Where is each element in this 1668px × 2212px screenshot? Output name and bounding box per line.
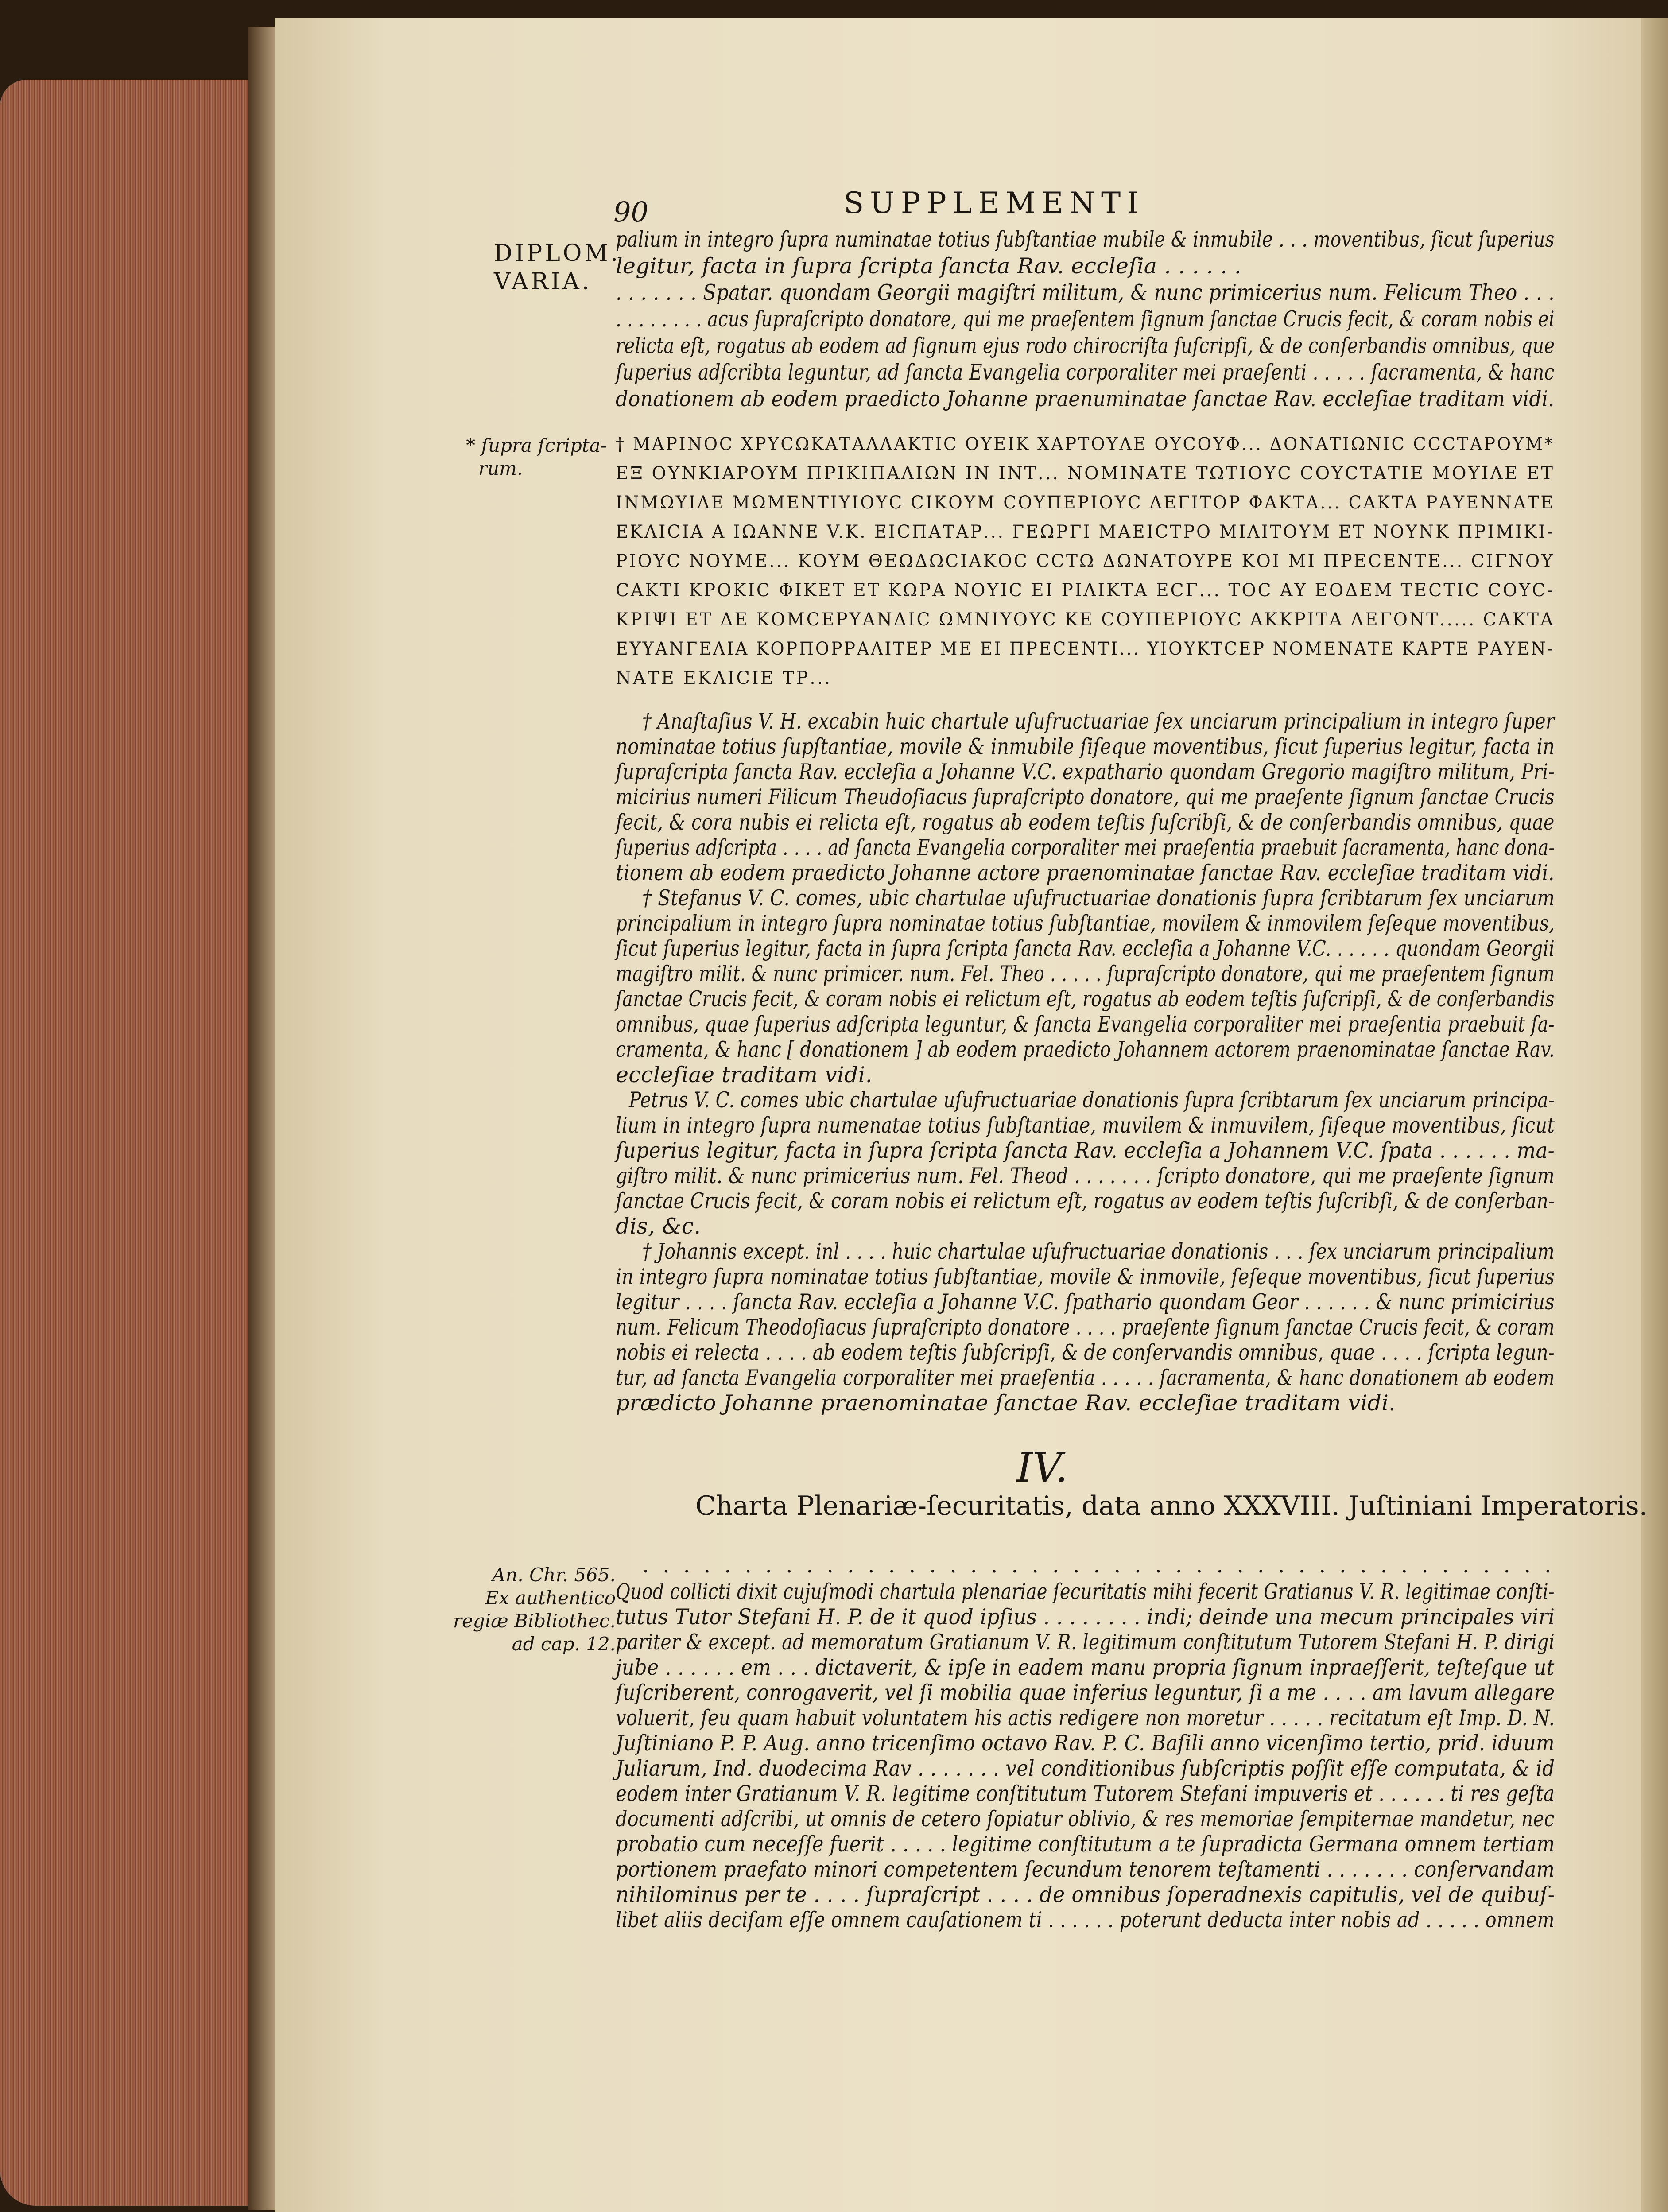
text-line: Quod collicti dixit cujuſmodi chartula plenariae ſecuritatis mihi fecerit Gratianus V. R. legitimae conſti- xyxy=(616,1579,1555,1604)
section-heading: Charta Plenariæ-ſecuritatis, data anno XXXVIII. Juſtiniani Imperatoris. xyxy=(695,1490,1648,1521)
greek-line: ΕΞ ΟΥΝΚΙΑΡΟΥΜ ΠΡΙΚΙΠΑΛΙΩΝ ΙΝ ΙΝΤ... ΝΟΜΙΝΑΤΕ ΤΩΤΙΟΥϹ ϹΟΥϹΤΑΤΙΕ ΜΟΥΙΛΕ ΕΤ xyxy=(616,463,1555,484)
greek-line: ΡΙΟΥϹ ΝΟΥΜΕ... ΚΟΥΜ ΘΕΩΔΩϹΙΑΚΟϹ ϹϹΤΩ ΔΩΝΑΤΟΥΡΕ ΚΟΙ ΜΙ ΠΡΕϹΕΝΤΕ... ϹΙΓΝΟΥ xyxy=(616,551,1555,571)
running-head: SUPPLEMENTI xyxy=(844,186,1145,220)
text-line: dis, &c. xyxy=(616,1214,701,1239)
text-line: Petrus V. C. comes ubic chartulae uſufructuariae donationis ſupra ſcribtarum ſex unciarum principa- xyxy=(629,1087,1555,1113)
text-line: nobis ei relecta . . . . ab eodem teſtis ſubſcripſi, & de conſervandis omnibus, quae . . . . ſcripta legun- xyxy=(616,1340,1555,1365)
margin-title-line: DIPLOM. xyxy=(494,240,621,267)
text-line: portionem praefato minori competentem ſecundum tenorem teſtamenti . . . . . . . conſervandam xyxy=(616,1857,1555,1882)
greek-line: ΕΥΥΑΝΓΕΛΙΑ ΚΟΡΠΟΡΡΑΛΙΤΕΡ ΜΕ ΕΙ ΠΡΕϹΕΝΤΙ... ΥΙΟΥΚΤϹΕΡ ΝΟΜΕΝΑΤΕ ΚΑΡΤΕ ΡΑΥΕΝ- xyxy=(616,639,1555,659)
text-line: ſicut ſuperius legitur, facta in ſupra ſcripta ſancta Rav. eccleſia a Johanne V.C. . . . . . quondam Georgii xyxy=(616,936,1555,961)
greek-line: † ΜΑΡΙΝΟϹ ΧΡΥϹΩΚΑΤΑΛΛΑΚΤΙϹ ΟΥΕΙΚ ΧΑΡΤΟΥΛΕ ΟΥϹΟΥΦ... ΔΟΝΑΤΙΩΝΙϹ ϹϹϹΤΑΡΟΥΜ* xyxy=(616,434,1555,454)
text-line: eccleſiae traditam vidi. xyxy=(616,1062,873,1087)
text-line: documenti adſcribi, ut omnis de cetero ſopiatur oblivio, & res memoriae ſempiternae mandetur, nec xyxy=(616,1806,1555,1832)
text-line: ſuperius adſcribta leguntur, ad ſancta Evangelia corporaliter mei praeſenti . . . . . ſacramenta, & hanc xyxy=(616,360,1555,385)
latin-text-block-3 xyxy=(616,1552,1555,1951)
text-line: palium in integro ſupra numinatae totius ſubſtantiae mubile & inmubile . . . moventibus, ſicut ſuperius xyxy=(616,227,1555,252)
greek-line: ΕΚΛΙϹΙΑ Α ΙΩΑΝΝΕ V.K. ΕΙϹΠΑΤΑΡ... ΓΕΩΡΓΙ ΜΑΕΙϹΤΡΟ ΜΙΛΙΤΟΥΜ ΕΤ ΝΟΥΝΚ ΠΡΙΜΙΚΙ- xyxy=(616,522,1555,542)
text-line: relicta eſt, rogatus ab eodem ad ſignum ejus rodo chirocriſta ſuſcripſi, & de conſerbandis omnibus, que xyxy=(616,333,1555,358)
text-line: lium in integro ſupra numenatae totius ſubſtantiae, muvilem & inmuvilem, ſiſeque moventibus, ſicut xyxy=(616,1113,1555,1138)
section-numeral: IV. xyxy=(1016,1444,1068,1491)
margin-note-line: * ſupra ſcripta- xyxy=(466,435,607,456)
text-line: legitur, facta in ſupra ſcripta ſancta Rav. eccleſia . . . . . . xyxy=(616,253,1241,279)
text-line: † Anaſtaſius V. H. excabin huic chartule uſufructuariae ſex unciarum principalium in integro ſuper xyxy=(642,709,1555,734)
text-line: num. Felicum Theodoſiacus ſupraſcripto donatore . . . . praeſente ſignum ſanctae Crucis fecit, & coram xyxy=(616,1315,1555,1340)
text-line: prædicto Johanne praenominatae ſanctae Rav. eccleſiae traditam vidi. xyxy=(616,1390,1396,1416)
text-line: † Johannis except. inl . . . . huic chartulae uſufructuariae donationis . . . ſex unciarum principalium xyxy=(642,1239,1555,1264)
latin-text-block-1 xyxy=(616,227,1555,439)
text-line: principalium in integro ſupra nominatae totius ſubſtantiae, movilem & inmovilem ſeſeque moventibus, xyxy=(616,911,1555,936)
margin-note-source xyxy=(452,1564,616,1656)
text-line: voluerit, ſeu quam habuit voluntatem his actis redigere non moretur . . . . . recitatum eſt Imp. D. N. xyxy=(616,1705,1555,1731)
greek-line: ΚΡΙΨΙ ΕΤ ΔΕ ΚΟΜϹΕΡΥΑΝΔΙϹ ΩΜΝΙΥΟΥϹ ΚΕ ϹΟΥΠΕΡΙΟΥϹ ΑΚΚΡΙΤΑ ΛΕΓΟΝΤ..... ϹΑΚΤΑ xyxy=(616,609,1555,630)
text-line: ſanctae Crucis fecit, & coram nobis ei relictum eſt, rogatus av eodem teſtis ſuſcribſi, & de conſerban- xyxy=(616,1188,1555,1214)
text-line: micirius numeri Filicum Theudoſiacus ſupraſcripto donatore, qui me praeſente ſignum ſanctae Crucis xyxy=(616,784,1555,810)
margin-note-line: regiæ Bibliothec. xyxy=(453,1610,616,1632)
text-line: nihilominus per te . . . . ſupraſcript . . . . de omnibus ſoperadnexis capitulis, vel de quibuſ- xyxy=(616,1882,1555,1907)
ellipsis-line: . . . . . . . . . . . . . . . . . . . . . . . . . . . . . . . . . . . . . . . . . . . . . xyxy=(642,1552,1555,1578)
text-line: legitur . . . . ſancta Rav. eccleſia a Johanne V.C. ſpathario quondam Geor . . . . . . & nunc primicirius xyxy=(616,1289,1555,1315)
text-line: ſuperius adſcripta . . . . ad ſancta Evangelia corporaliter mei praeſentia praebuit ſacramenta, hanc dona- xyxy=(616,835,1555,860)
text-line: † Stefanus V. C. comes, ubic chartulae uſufructuariae donationis ſupra ſcribtarum ſex unciarum xyxy=(642,885,1555,911)
text-line: Juſtiniano P. P. Aug. anno tricenſimo octavo Rav. P. C. Baſili anno vicenſimo tertio, prid. iduum xyxy=(616,1731,1555,1756)
right-page-edge xyxy=(1641,18,1668,2212)
text-line: tutus Tutor Stefani H. P. de it quod ipſius . . . . . . . . indi; deinde una mecum principales viri xyxy=(616,1604,1555,1630)
text-line: . . . . . . . . acus ſupraſcripto donatore, qui me praeſentem ſignum ſanctae Crucis fecit, & coram nobis ei xyxy=(616,307,1555,332)
greek-line: ΙΝΜΩΥΙΛΕ ΜΩΜΕΝΤΙΥΙΟΥϹ ϹΙΚΟΥΜ ϹΟΥΠΕΡΙΟΥϹ ΛΕΓΙΤΟΡ ΦΑΚΤΑ... ϹΑΚΤΑ ΡΑΥΕΝΝΑΤΕ xyxy=(616,493,1555,513)
margin-note-line: Ex authentico xyxy=(485,1587,616,1609)
greek-line: ϹΑΚΤΙ ΚΡΟΚΙϹ ΦΙΚΕΤ ΕΤ ΚΩΡΑ ΝΟΥΙϹ ΕΙ ΡΙΛΙΚΤΑ ΕϹΓ... ΤΟϹ ΑΥ ΕΟΔΕΜ ΤΕϹΤΙϹ ϹΟΥϹ- xyxy=(616,580,1555,601)
text-line: tur, ad ſancta Evangelia corporaliter mei praeſentia . . . . . ſacramenta, & hanc donationem ab eodem xyxy=(616,1365,1555,1390)
text-line: ſuſcriberent, conrogaverit, vel ſi mobilia quae inferius leguntur, ſi a me . . . . am lavum allegare xyxy=(616,1680,1555,1705)
text-line: . . . . . . . Spatar. quondam Georgii magiſtri militum, & nunc primicerius num. Felicum Theo . . . xyxy=(616,280,1555,305)
text-line: in integro ſupra nominatae totius ſubſtantiae, movile & inmovile, ſeſeque moventibus, ſicut ſuperius xyxy=(616,1264,1555,1289)
text-line: ſupraſcripta ſancta Rav. eccleſia a Johanne V.C. expathario quondam Gregorio magiſtro militum, Pri- xyxy=(616,759,1555,784)
text-line: donationem ab eodem praedicto Johanne praenuminatae ſanctae Rav. eccleſiae traditam vidi. xyxy=(616,386,1555,411)
margin-note-line: rum. xyxy=(478,458,523,479)
text-line: probatio cum neceſſe fuerit . . . . . legitime conſtitutum a te ſupradicta Germana omnem tertiam xyxy=(616,1832,1555,1857)
text-line: eodem inter Gratianum V. R. legitime conſtitutum Tutorem Stefani impuveris et . . . . . . ti res geſta xyxy=(616,1781,1555,1806)
greek-transliteration-block xyxy=(616,434,1555,700)
text-line: Juliarum, Ind. duodecima Rav . . . . . . . vel conditionibus ſubſcriptis poſſit eſſe computata, & id xyxy=(616,1756,1555,1781)
latin-text-block-2 xyxy=(616,709,1555,1426)
page-number: 90 xyxy=(613,196,648,228)
margin-note-line: ad cap. 12. xyxy=(512,1633,616,1655)
margin-note-line: An. Chr. 565. xyxy=(492,1564,616,1586)
text-line: ſuperius legitur, facta in ſupra ſcripta ſancta Rav. eccleſia a Johannem V.C. ſpata . . . . . . ma- xyxy=(616,1138,1555,1163)
text-line: pariter & except. ad memoratum Gratianum V. R. legitimum conſtitutum Tutorem Stefani H. P. dirigi xyxy=(616,1630,1555,1655)
text-line: omnibus, quae ſuperius adſcripta leguntur, & ſancta Evangelia corporaliter mei praeſentia praebuit ſa- xyxy=(616,1012,1555,1037)
text-line: cramenta, & hanc [ donationem ] ab eodem praedicto Johannem actorem praenominatae ſanctae Rav. xyxy=(616,1037,1555,1062)
text-line: giſtro milit. & nunc primicerius num. Fel. Theod . . . . . . . ſcripto donatore, qui me praeſente ſignum xyxy=(616,1163,1555,1188)
margin-note-supra-scriptarum xyxy=(461,434,607,480)
margin-title-line: VARIA. xyxy=(494,268,592,295)
text-line: nominatae totius ſupſtantiae, movile & inmubile ſiſeque moventibus, ſicut ſuperius legitur, facta in xyxy=(616,734,1555,759)
text-line: tionem ab eodem praedicto Johanne actore praenominatae ſanctae Rav. eccleſiae traditam vidi. xyxy=(616,860,1555,885)
greek-line: ΝΑΤΕ ΕΚΛΙϹΙΕ ΤΡ... xyxy=(616,668,832,688)
text-line: fecit, & cora nubis ei relicta eſt, rogatus ab eodem teſtis ſuſcribſi, & de conſerbandis omnibus, quae xyxy=(616,810,1555,835)
margin-title xyxy=(494,239,621,296)
text-line: libet aliis deciſam eſſe omnem cauſationem ti . . . . . . poterunt deducta inter nobis ad . . . . . omnem xyxy=(616,1907,1555,1933)
book-page-edges xyxy=(0,80,275,2206)
text-line: jube . . . . . . em . . . dictaverit, & ipſe in eadem manu propria ſignum inpraeſſerit, teſteſque ut xyxy=(616,1655,1555,1680)
text-line: ſanctae Crucis fecit, & coram nobis ei relictum eſt, rogatus ab eodem teſtis ſuſcripſi, & de conſerbandis xyxy=(616,986,1555,1012)
text-line: magiſtro milit. & nunc primicer. num. Fel. Theo . . . . . ſupraſcripto donatore, qui me praeſentem ſignum xyxy=(616,961,1555,986)
